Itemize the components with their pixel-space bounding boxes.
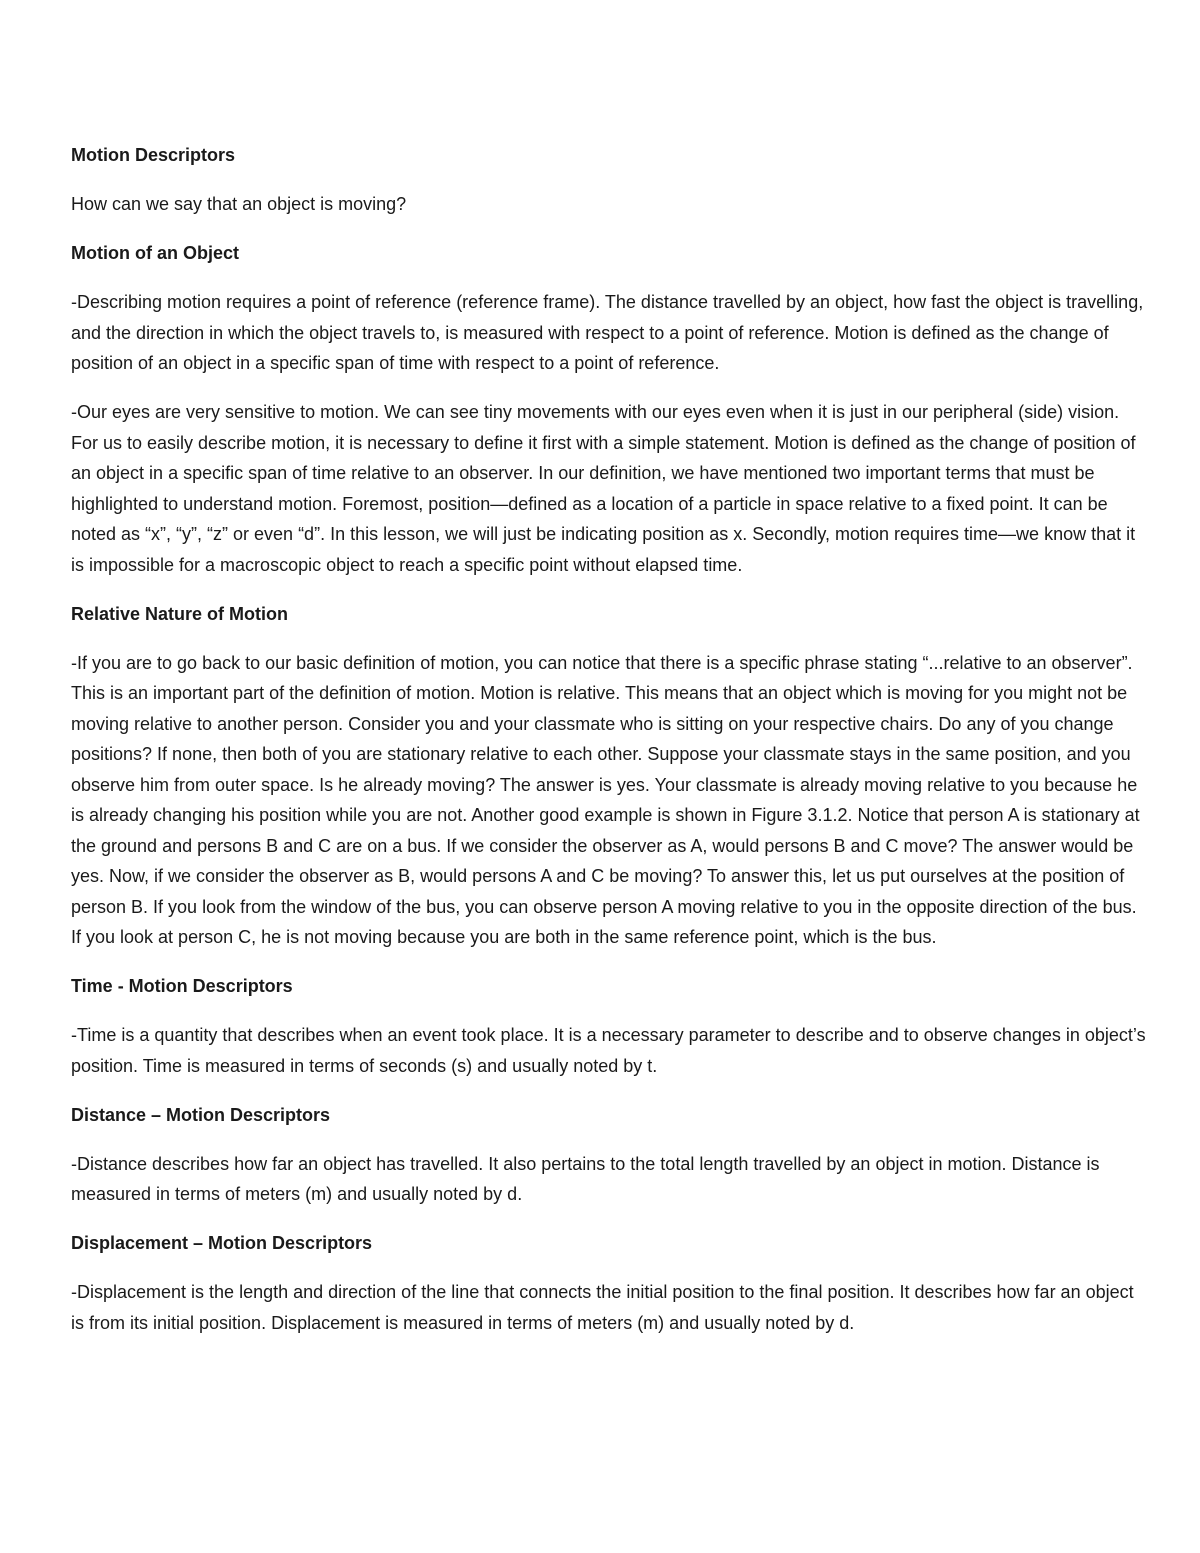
heading-motion-of-an-object: Motion of an Object: [71, 243, 239, 263]
paragraph-relative-motion: -If you are to go back to our basic definition of motion, you can notice that there is a specific phrase stating “...relative to an observer”. This is an important part of the definition of motion. Motion is relative. This means that an object which is moving for you might not be moving relative to another person. Consider you and your classmate who is sitting on your respective chairs. Do any of you change positions? If none, then both of you are stationary relative to each other. Suppose your classmate stays in the same position, and you observe him from outer space. Is he already moving? The answer is yes. Your classmate is already moving relative to you because he is already changing his position while you are not. Another good example is shown in Figure 3.1.2. Notice that person A is stationary at the ground and persons B and C are on a bus. If we consider the observer as A, would persons B and C move? The answer would be yes. Now, if we consider the observer as B, would persons A and C be moving? To answer this, let us put ourselves at the position of person B. If you look from the window of the bus, you can observe person A moving relative to you in the opposite direction of the bus. If you look at person C, he is not moving because you are both in the same reference point, which is the bus.: [71, 652, 1140, 947]
paragraph-displacement: -Displacement is the length and direction of the line that connects the initial position to the final position. It describes how far an object is from its initial position. Displacement is measured in terms of meters (m) and usually noted by d.: [71, 1282, 1134, 1333]
document-title: Motion Descriptors: [71, 145, 236, 165]
document-page: [71, 140, 1151, 1338]
heading-distance: Distance – Motion Descriptors: [71, 1104, 331, 1125]
paragraph-time: -Time is a quantity that describes when an event took place. It is a necessary parameter to describe and to observe changes in object’s position. Time is measured in terms of seconds (s) and usually noted by t.: [71, 1025, 1146, 1076]
heading-displacement: Displacement – Motion Descriptors: [71, 1233, 373, 1253]
paragraph-reference-frame: -Describing motion requires a point of reference (reference frame). The distance travelled by an object, how fast the object is travelling, and the direction in which the object travels to, is measured with respect to a point of reference. Motion is defined as the change of position of an object in a specific span of time with respect to a point of reference.: [71, 292, 1144, 373]
document-question: How can we say that an object is moving?: [71, 194, 407, 214]
paragraph-distance: -Distance describes how far an object has travelled. It also pertains to the total length travelled by an object in motion. Distance is measured in terms of meters (m) and usually noted by d.: [71, 1153, 1100, 1204]
heading-relative-nature-of-motion: Relative Nature of Motion: [71, 603, 289, 624]
heading-time: Time - Motion Descriptors: [71, 976, 293, 996]
paragraph-motion-definition: -Our eyes are very sensitive to motion. We can see tiny movements with our eyes even when it is just in our peripheral (side) vision. For us to easily describe motion, it is necessary to define it first with a simple statement. Motion is defined as the change of position of an object in a specific span of time relative to an observer. In our definition, we have mentioned two important terms that must be highlighted to understand motion. Foremost, position—defined as a location of a particle in space relative to a fixed point. It can be noted as “x”, “y”, “z” or even “d”. In this lesson, we will just be indicating position as x. Secondly, motion requires time—we know that it is impossible for a macroscopic object to reach a specific point without elapsed time.: [71, 402, 1136, 575]
